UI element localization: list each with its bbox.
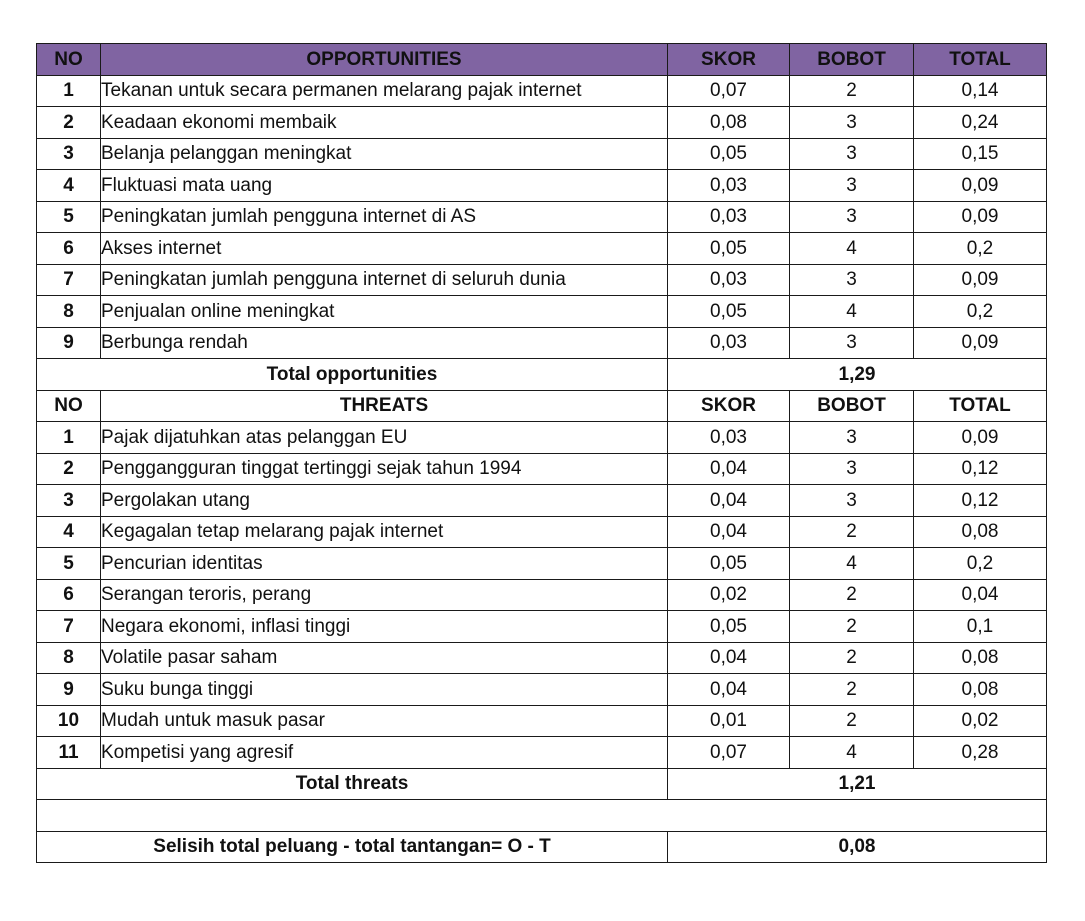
row-description: Suku bunga tinggi <box>101 674 668 706</box>
row-skor: 0,03 <box>668 264 790 296</box>
opportunity-row <box>37 296 1047 328</box>
header-skor: SKOR <box>668 390 790 422</box>
header-skor: SKOR <box>668 44 790 76</box>
row-description: Fluktuasi mata uang <box>101 170 668 202</box>
row-skor: 0,05 <box>668 548 790 580</box>
row-bobot: 4 <box>790 296 914 328</box>
total-threats-label: Total threats <box>37 768 668 800</box>
opportunity-row <box>37 201 1047 233</box>
row-total: 0,1 <box>914 611 1047 643</box>
row-description: Pergolakan utang <box>101 485 668 517</box>
row-bobot: 4 <box>790 548 914 580</box>
row-total: 0,12 <box>914 453 1047 485</box>
row-total: 0,02 <box>914 705 1047 737</box>
row-number: 4 <box>37 516 101 548</box>
header-total: TOTAL <box>914 44 1047 76</box>
difference-row <box>37 831 1047 863</box>
row-skor: 0,05 <box>668 138 790 170</box>
opportunity-row <box>37 327 1047 359</box>
blank-cell <box>37 800 1047 832</box>
row-skor: 0,07 <box>668 737 790 769</box>
row-total: 0,08 <box>914 674 1047 706</box>
row-description: Pajak dijatuhkan atas pelanggan EU <box>101 422 668 454</box>
threat-row <box>37 453 1047 485</box>
row-number: 5 <box>37 548 101 580</box>
row-total: 0,2 <box>914 296 1047 328</box>
blank-row <box>37 800 1047 832</box>
row-number: 1 <box>37 422 101 454</box>
header-no: NO <box>37 390 101 422</box>
row-description: Mudah untuk masuk pasar <box>101 705 668 737</box>
row-skor: 0,08 <box>668 107 790 139</box>
threats-summary <box>37 768 1047 863</box>
row-skor: 0,02 <box>668 579 790 611</box>
row-number: 3 <box>37 485 101 517</box>
header-opportunities: OPPORTUNITIES <box>101 44 668 76</box>
row-bobot: 3 <box>790 264 914 296</box>
row-bobot: 3 <box>790 422 914 454</box>
row-description: Penjualan online meningkat <box>101 296 668 328</box>
row-description: Penggangguran tinggat tertinggi sejak tahun 1994 <box>101 453 668 485</box>
row-number: 10 <box>37 705 101 737</box>
header-no: NO <box>37 44 101 76</box>
row-skor: 0,04 <box>668 485 790 517</box>
row-bobot: 2 <box>790 75 914 107</box>
row-bobot: 2 <box>790 516 914 548</box>
row-total: 0,12 <box>914 485 1047 517</box>
row-skor: 0,04 <box>668 642 790 674</box>
row-description: Kegagalan tetap melarang pajak internet <box>101 516 668 548</box>
row-description: Negara ekonomi, inflasi tinggi <box>101 611 668 643</box>
row-description: Pencurian identitas <box>101 548 668 580</box>
row-total: 0,14 <box>914 75 1047 107</box>
row-number: 11 <box>37 737 101 769</box>
row-bobot: 2 <box>790 674 914 706</box>
row-bobot: 2 <box>790 642 914 674</box>
header-total: TOTAL <box>914 390 1047 422</box>
row-skor: 0,05 <box>668 233 790 265</box>
header-threats: THREATS <box>101 390 668 422</box>
row-skor: 0,05 <box>668 296 790 328</box>
row-description: Peningkatan jumlah pengguna internet di seluruh dunia <box>101 264 668 296</box>
threat-row <box>37 674 1047 706</box>
threat-row <box>37 579 1047 611</box>
row-bobot: 3 <box>790 138 914 170</box>
row-description: Volatile pasar saham <box>101 642 668 674</box>
opportunity-row <box>37 170 1047 202</box>
threats-header-row <box>37 390 1047 422</box>
total-threats-row <box>37 768 1047 800</box>
row-total: 0,09 <box>914 201 1047 233</box>
total-opportunities-label: Total opportunities <box>37 359 668 391</box>
row-description: Belanja pelanggan meningkat <box>101 138 668 170</box>
row-skor: 0,05 <box>668 611 790 643</box>
row-bobot: 3 <box>790 170 914 202</box>
row-bobot: 3 <box>790 453 914 485</box>
opportunity-row <box>37 233 1047 265</box>
row-skor: 0,07 <box>668 75 790 107</box>
row-number: 8 <box>37 642 101 674</box>
row-description: Keadaan ekonomi membaik <box>101 107 668 139</box>
row-number: 3 <box>37 138 101 170</box>
opportunities-body <box>37 75 1047 359</box>
difference-value: 0,08 <box>668 831 1047 863</box>
total-opportunities-row <box>37 359 1047 391</box>
difference-label: Selisih total peluang - total tantangan= O - T <box>37 831 668 863</box>
row-bobot: 2 <box>790 705 914 737</box>
threat-row <box>37 485 1047 517</box>
row-bobot: 3 <box>790 327 914 359</box>
threat-row <box>37 516 1047 548</box>
row-number: 4 <box>37 170 101 202</box>
row-number: 6 <box>37 579 101 611</box>
row-skor: 0,03 <box>668 170 790 202</box>
row-bobot: 2 <box>790 611 914 643</box>
row-number: 7 <box>37 264 101 296</box>
header-bobot: BOBOT <box>790 390 914 422</box>
total-opportunities-value: 1,29 <box>668 359 1047 391</box>
row-total: 0,28 <box>914 737 1047 769</box>
row-total: 0,04 <box>914 579 1047 611</box>
row-total: 0,08 <box>914 642 1047 674</box>
row-total: 0,15 <box>914 138 1047 170</box>
row-number: 9 <box>37 327 101 359</box>
row-total: 0,2 <box>914 548 1047 580</box>
threat-row <box>37 611 1047 643</box>
opportunities-summary <box>37 359 1047 422</box>
row-total: 0,09 <box>914 170 1047 202</box>
threat-row <box>37 548 1047 580</box>
row-bobot: 3 <box>790 201 914 233</box>
row-description: Peningkatan jumlah pengguna internet di AS <box>101 201 668 233</box>
row-skor: 0,03 <box>668 327 790 359</box>
row-description: Tekanan untuk secara permanen melarang pajak internet <box>101 75 668 107</box>
opportunity-row <box>37 138 1047 170</box>
row-total: 0,2 <box>914 233 1047 265</box>
row-total: 0,09 <box>914 264 1047 296</box>
row-total: 0,09 <box>914 422 1047 454</box>
row-bobot: 3 <box>790 107 914 139</box>
total-threats-value: 1,21 <box>668 768 1047 800</box>
row-description: Serangan teroris, perang <box>101 579 668 611</box>
efe-table <box>36 43 1047 863</box>
opportunity-row <box>37 264 1047 296</box>
row-number: 2 <box>37 453 101 485</box>
row-skor: 0,04 <box>668 516 790 548</box>
row-total: 0,09 <box>914 327 1047 359</box>
row-total: 0,24 <box>914 107 1047 139</box>
row-skor: 0,04 <box>668 674 790 706</box>
row-number: 2 <box>37 107 101 139</box>
row-number: 1 <box>37 75 101 107</box>
row-description: Akses internet <box>101 233 668 265</box>
row-skor: 0,04 <box>668 453 790 485</box>
opportunity-row <box>37 75 1047 107</box>
row-total: 0,08 <box>914 516 1047 548</box>
row-description: Kompetisi yang agresif <box>101 737 668 769</box>
row-skor: 0,01 <box>668 705 790 737</box>
threat-row <box>37 422 1047 454</box>
row-bobot: 3 <box>790 485 914 517</box>
threat-row <box>37 737 1047 769</box>
header-bobot: BOBOT <box>790 44 914 76</box>
row-number: 6 <box>37 233 101 265</box>
row-skor: 0,03 <box>668 422 790 454</box>
threat-row <box>37 642 1047 674</box>
row-bobot: 4 <box>790 233 914 265</box>
opportunities-header-row <box>37 44 1047 76</box>
row-bobot: 2 <box>790 579 914 611</box>
row-skor: 0,03 <box>668 201 790 233</box>
threats-body <box>37 422 1047 769</box>
row-number: 9 <box>37 674 101 706</box>
row-description: Berbunga rendah <box>101 327 668 359</box>
threat-row <box>37 705 1047 737</box>
row-bobot: 4 <box>790 737 914 769</box>
row-number: 5 <box>37 201 101 233</box>
opportunity-row <box>37 107 1047 139</box>
row-number: 7 <box>37 611 101 643</box>
row-number: 8 <box>37 296 101 328</box>
